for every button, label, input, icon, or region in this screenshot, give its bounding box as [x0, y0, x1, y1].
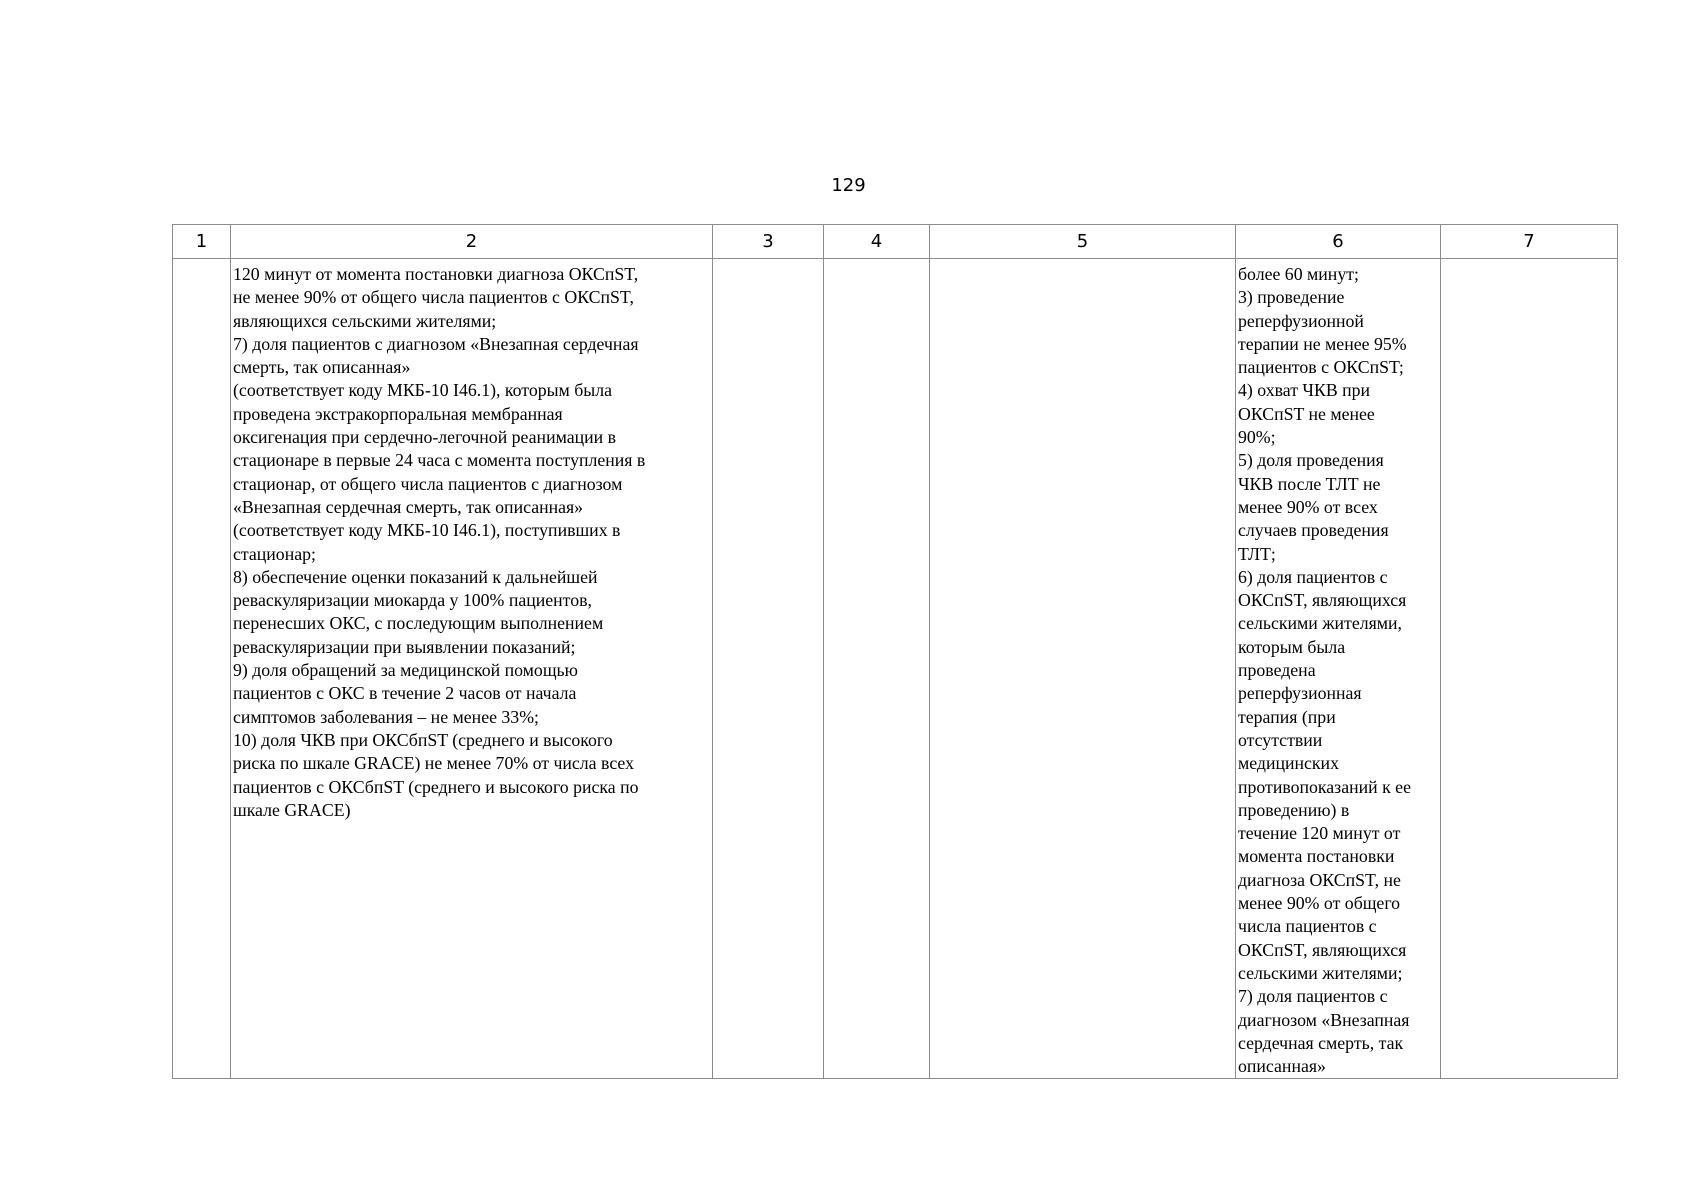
text-line: терапия (при: [1238, 706, 1336, 727]
text-line: перенесших ОКС, с последующим выполнением: [233, 613, 604, 634]
column-header-1: 1: [173, 225, 231, 259]
text-line: риска по шкале GRACE) не менее 70% от числа всех: [233, 753, 634, 774]
text-line: случаев проведения: [1238, 520, 1389, 541]
text-line: сердечная смерть, так: [1238, 1032, 1404, 1053]
cell-col-3: [713, 259, 824, 1079]
indicators-text-col-6: [1236, 259, 1440, 1078]
text-line: менее 90% от всех: [1238, 496, 1378, 517]
text-line: 90%;: [1238, 427, 1276, 448]
text-line: противопоказаний к ее: [1238, 776, 1411, 797]
text-line: пациентов с ОКС в течение 2 часов от начала: [233, 683, 577, 704]
text-line: более 60 минут;: [1238, 264, 1359, 284]
text-line: числа пациентов с: [1238, 916, 1377, 937]
text-line: проведению) в: [1238, 799, 1350, 820]
text-line: пациентов с ОКСбпST (среднего и высокого риска по: [233, 776, 639, 797]
text-line: стационаре в первые 24 часа с момента поступления в: [233, 450, 646, 471]
text-line: проведена: [1238, 660, 1316, 681]
document-table: [172, 224, 1618, 1079]
text-line: 7) доля пациентов с диагнозом «Внезапная сердечная: [233, 333, 639, 354]
cell-col-1: [173, 259, 231, 1079]
cell-col-4: [824, 259, 930, 1079]
text-line: 4) охват ЧКВ при: [1238, 380, 1371, 401]
indicators-text-col-2: [231, 259, 712, 822]
text-line: являющихся сельскими жителями;: [233, 310, 497, 331]
text-line: момента постановки: [1238, 846, 1395, 867]
text-line: сельскими жителями,: [1238, 613, 1402, 634]
column-header-4: 4: [824, 225, 930, 259]
cell-col-6: [1236, 259, 1441, 1079]
text-line: течение 120 минут от: [1238, 823, 1401, 844]
text-line: симптомов заболевания – не менее 33%;: [233, 706, 539, 727]
text-line: 3) проведение: [1238, 287, 1345, 308]
text-line: оксигенация при сердечно-легочной реанимации в: [233, 427, 616, 448]
text-line: 10) доля ЧКВ при ОКСбпST (среднего и высокого: [233, 729, 613, 750]
column-header-3: 3: [713, 225, 824, 259]
text-line: терапии не менее 95%: [1238, 333, 1407, 354]
cell-col-2: [231, 259, 713, 1079]
text-line: описанная»: [1238, 1056, 1326, 1077]
text-line: не менее 90% от общего числа пациентов с ОКСпST,: [233, 287, 634, 308]
text-line: стационар;: [233, 543, 316, 564]
text-line: ОКСпST, являющихся: [1238, 939, 1407, 960]
text-line: ЧКВ после ТЛТ не: [1238, 473, 1381, 494]
text-line: отсутствии: [1238, 729, 1323, 750]
text-line: реваскуляризации при выявлении показаний;: [233, 636, 576, 657]
column-header-5: 5: [930, 225, 1236, 259]
text-line: диагнозом «Внезапная: [1238, 1009, 1410, 1030]
text-line: (соответствует коду МКБ-10 I46.1), поступивших в: [233, 520, 621, 541]
text-line: ТЛТ;: [1238, 543, 1276, 564]
text-line: реваскуляризации миокарда у 100% пациентов,: [233, 590, 592, 611]
cell-col-7: [1441, 259, 1618, 1079]
text-line: менее 90% от общего: [1238, 893, 1401, 914]
text-line: 6) доля пациентов с: [1238, 566, 1388, 587]
text-line: 7) доля пациентов с: [1238, 986, 1388, 1007]
text-line: проведена экстракорпоральная мембранная: [233, 403, 563, 424]
text-line: медицинских: [1238, 753, 1339, 774]
text-line: стационар, от общего числа пациентов с диагнозом: [233, 473, 623, 494]
text-line: ОКСпST, являющихся: [1238, 590, 1407, 611]
text-line: 120 минут от момента постановки диагноза ОКСпST,: [233, 264, 639, 284]
text-line: 8) обеспечение оценки показаний к дальнейшей: [233, 566, 598, 587]
column-header-6: 6: [1236, 225, 1441, 259]
text-line: которым была: [1238, 636, 1346, 657]
header-row: [173, 225, 1618, 259]
text-line: (соответствует коду МКБ-10 I46.1), которым была: [233, 380, 613, 401]
text-line: 9) доля обращений за медицинской помощью: [233, 660, 578, 681]
text-line: ОКСпST не менее: [1238, 403, 1375, 424]
text-line: «Внезапная сердечная смерть, так описанная»: [233, 496, 584, 517]
text-line: сельскими жителями;: [1238, 962, 1403, 983]
text-line: реперфузионная: [1238, 683, 1362, 704]
text-line: пациентов с ОКСпST;: [1238, 357, 1404, 378]
text-line: реперфузионной: [1238, 310, 1364, 331]
column-header-7: 7: [1441, 225, 1618, 259]
cell-col-5: [930, 259, 1236, 1079]
text-line: смерть, так описанная»: [233, 357, 411, 378]
text-line: диагноза ОКСпST, не: [1238, 869, 1401, 890]
text-line: 5) доля проведения: [1238, 450, 1384, 471]
text-line: шкале GRACE): [233, 799, 351, 820]
column-header-2: 2: [231, 225, 713, 259]
page-number: 129: [831, 175, 866, 196]
table-row: [173, 259, 1618, 1079]
